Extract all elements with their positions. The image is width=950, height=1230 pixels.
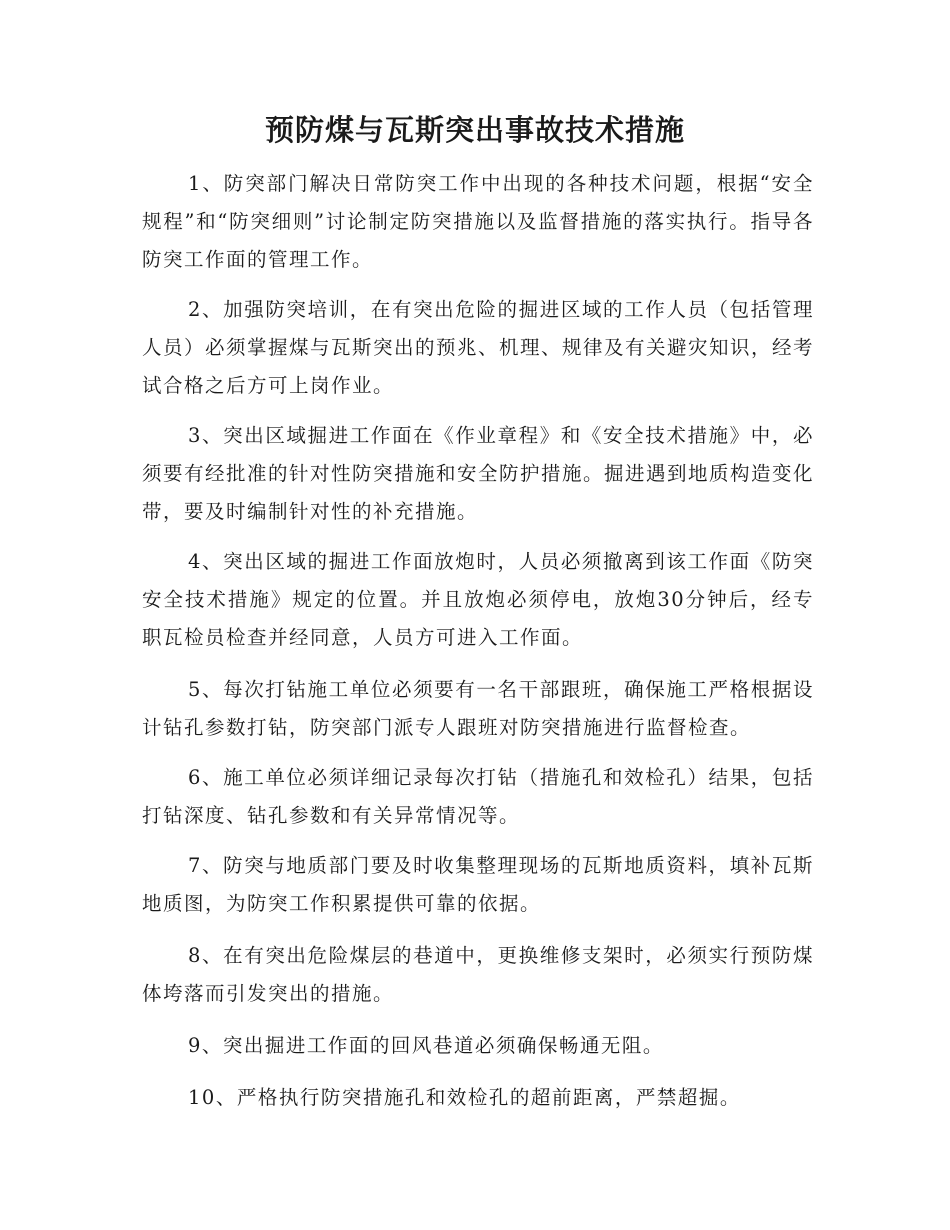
paragraph-9: 9、突出掘进工作面的回风巷道必须确保畅通无阻。 <box>188 1034 664 1057</box>
paragraph-5: 5、每次打钻施工单位必须要有一名干部跟班，确保施工严格根据设计钻孔参数打钻，防突部门派专人跟班对防突措施进行监督检查。 <box>142 678 814 739</box>
paragraph-8: 8、在有突出危险煤层的巷道中，更换维修支架时，必须实行预防煤体垮落而引发突出的措施。 <box>142 944 814 1005</box>
paragraph-10: 10、严格执行防突措施孔和效检孔的超前距离，严禁超掘。 <box>188 1086 741 1109</box>
paragraph-7: 7、防突与地质部门要及时收集整理现场的瓦斯地质资料，填补瓦斯地质图，为防突工作积累提供可靠的依据。 <box>142 854 814 915</box>
document-title: 预防煤与瓦斯突出事故技术措施 <box>264 113 685 147</box>
paragraph-6: 6、施工单位必须详细记录每次打钻（措施孔和效检孔）结果，包括打钻深度、钻孔参数和有关异常情况等。 <box>142 766 814 827</box>
paragraph-4: 4、突出区域的掘进工作面放炮时，人员必须撤离到该工作面《防突安全技术措施》规定的位置。并且放炮必须停电，放炮30分钟后，经专职瓦检员检查并经同意，人员方可进入工作面。 <box>142 550 814 649</box>
paragraph-3: 3、突出区域掘进工作面在《作业章程》和《安全技术措施》中，必须要有经批准的针对性防突措施和安全防护措施。掘进遇到地质构造变化带，要及时编制针对性的补充措施。 <box>142 424 815 523</box>
paragraph-2: 2、加强防突培训，在有突出危险的掘进区域的工作人员（包括管理人员）必须掌握煤与瓦斯突出的预兆、机理、规律及有关避灾知识，经考试合格之后方可上岗作业。 <box>142 298 815 397</box>
paragraph-1: 1、防突部门解决日常防突工作中出现的各种技术问题，根据“安全规程”和“防突细则”讨论制定防突措施以及监督措施的落实执行。指导各防突工作面的管理工作。 <box>142 172 814 271</box>
